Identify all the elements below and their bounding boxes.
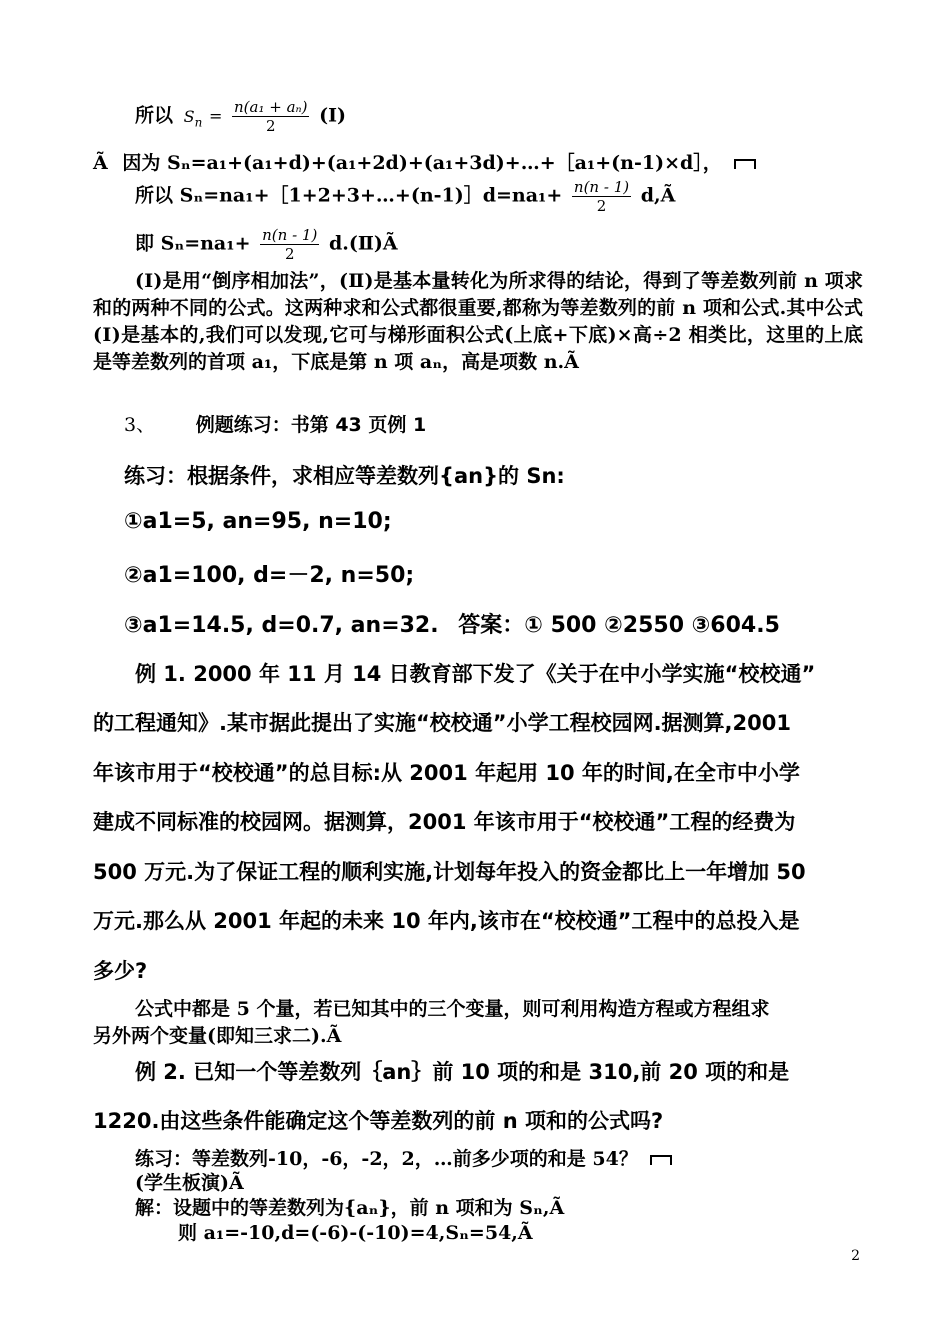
formula-1-denominator: 2 xyxy=(265,117,276,135)
question-3 xyxy=(124,608,780,639)
formula-1-numerator: n(a₁ + aₙ) xyxy=(234,98,308,116)
formula-1-lhs: S xyxy=(183,106,195,126)
example-1-line-1: 例 1. 2000 年 11 月 14 日教育部下发了《关于在中小学实施“校校通” xyxy=(135,662,816,686)
formula-1-tag: (Ⅰ) xyxy=(319,104,346,127)
formula-1-prefix: 所以 xyxy=(135,104,174,127)
formula-line-4 xyxy=(135,226,398,263)
example-1-line-3: 年该市用于“校校通”的总目标:从 2001 年起用 10 年的时间,在全市中小学 xyxy=(93,761,800,785)
formula-3-suffix: d,Ã xyxy=(640,184,676,207)
example-1-line-5: 500 万元.为了保证工程的顺利实施,计划每年投入的资金都比上一年增加 50 xyxy=(93,860,806,884)
formula-line-3 xyxy=(135,178,675,215)
bracket-mark-icon xyxy=(734,159,756,169)
formula-4-fraction xyxy=(260,226,319,263)
question-3-text: ③a1=14.5, d=0.7, an=32. xyxy=(124,613,439,638)
formula-4-denominator: 2 xyxy=(284,245,295,263)
page-number: 2 xyxy=(851,1248,860,1264)
formula-2-text: 因为 Sₙ=a₁+(a₁+d)+(a₁+2d)+(a₁+3d)+…+［a₁+(n-1)×d］， xyxy=(122,152,722,174)
formula-line-1: 所以 $S_n$ = $\frac{\text{n(a₁ + aₙ)}}{2}$ (Ⅰ) xyxy=(135,98,346,135)
practice-heading: 练习：根据条件，求相应等差数列{an}的 Sn: xyxy=(124,464,565,488)
formula-3-prefix: 所以 Sₙ=na₁+［1+2+3+…+(n-1)］d=na₁+ xyxy=(135,184,563,207)
example-2-line-2: 1220.由这些条件能确定这个等差数列的前 n 项和的公式吗? xyxy=(93,1109,664,1133)
formula-2-mark: Ã xyxy=(93,152,108,174)
practice-2-line-2: (学生板演)Ã xyxy=(135,1172,244,1194)
paragraph-2-line-2: 另外两个变量(即知三求二).Ã xyxy=(93,1025,342,1047)
formula-3-fraction xyxy=(572,178,631,215)
solution-line-2: 则 a₁=-10,d=(-6)-(-10)=4,Sₙ=54,Ã xyxy=(178,1222,533,1244)
paragraph-2-line-1: 公式中都是 5 个量，若已知其中的三个变量，则可利用构造方程或方程组求 xyxy=(135,998,770,1020)
bracket-mark-icon xyxy=(650,1155,672,1165)
answer-text: 答案：① 500 ②2550 ③604.5 xyxy=(458,613,780,638)
item-3 xyxy=(124,410,426,437)
example-1-line-6: 万元.那么从 2001 年起的未来 10 年内,该市在“校校通”工程中的总投入是 xyxy=(93,909,800,933)
formula-1-fraction xyxy=(232,98,309,135)
example-1-line-4: 建成不同标准的校园网。据测算，2001 年该市用于“校校通”工程的经费为 xyxy=(93,810,796,834)
example-1-line-7: 多少? xyxy=(93,959,148,983)
practice-2-text: 练习：等差数列-10，-6，-2，2，…前多少项的和是 54？ xyxy=(135,1148,638,1170)
formula-4-suffix: d.(Ⅱ)Ã xyxy=(328,232,398,255)
formula-3-denominator: 2 xyxy=(596,197,607,215)
practice-2-line-1 xyxy=(135,1144,672,1171)
formula-4-numerator: n(n - 1) xyxy=(262,226,318,244)
question-2: ②a1=100, d=－2, n=50; xyxy=(124,563,415,588)
example-1-line-2: 的工程通知》.某市据此提出了实施“校校通”小学工程校园网.据测算,2001 xyxy=(93,711,791,735)
formula-line-2 xyxy=(93,148,756,175)
solution-line-1: 解：设题中的等差数列为{aₙ}，前 n 项和为 Sₙ,Ã xyxy=(135,1197,565,1219)
item-3-text: 例题练习：书第 43 页例 1 xyxy=(195,414,427,436)
formula-3-numerator: n(n - 1) xyxy=(573,178,630,196)
question-1: ①a1=5, an=95, n=10; xyxy=(124,509,392,534)
item-3-number: 3、 xyxy=(124,414,156,436)
paragraph-sum-formulas: (Ⅰ)是用“倒序相加法”，(Ⅱ)是基本量转化为所求得的结论，得到了等差数列前 n 项求和的两种不同的公式。这两种求和公式都很重要,都称为等差数列的前 n 项和公式.其中公式(Ⅰ)是基本的,我们可以发现,它可与梯形面积公式(上底+下底)×高÷2 相类比，这里的上底是等差数列的首项 a₁，下底是第 n 项 aₙ，高是项数 n.Ã xyxy=(93,270,863,373)
example-2-line-1: 例 2. 已知一个等差数列｛an｝前 10 项的和是 310,前 20 项的和是 xyxy=(135,1060,790,1084)
formula-4-prefix: 即 Sₙ=na₁+ xyxy=(135,232,251,255)
